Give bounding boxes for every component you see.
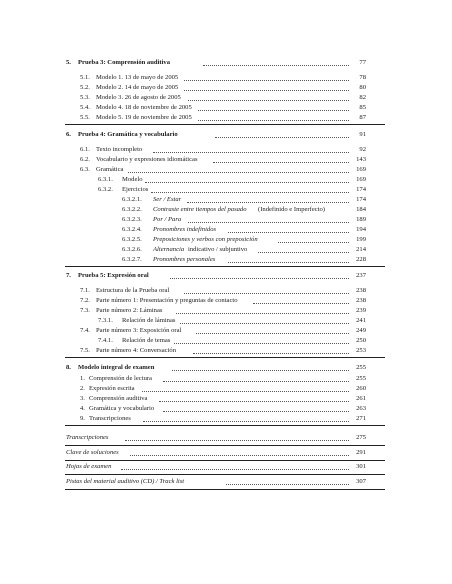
- dot-leader: [172, 370, 349, 371]
- toc-entry-number: 4.: [80, 405, 85, 412]
- toc-entry-number: 6.1.: [80, 146, 90, 153]
- toc-entry-number: 7.4.: [80, 327, 90, 334]
- dot-leader: [253, 303, 349, 304]
- toc-entry-6-3-2[interactable]: [0, 185, 452, 195]
- toc-page-number: 214: [356, 246, 366, 253]
- dot-leader: [213, 162, 349, 163]
- dot-leader: [193, 353, 349, 354]
- dot-leader: [196, 333, 349, 334]
- toc-page-number: 80: [359, 84, 366, 91]
- toc-page-number: 174: [356, 196, 366, 203]
- toc-page-number: 261: [356, 395, 366, 402]
- toc-entry-label: Pronombres personales: [153, 256, 216, 263]
- toc-entry-6-3-2-1[interactable]: [0, 195, 452, 205]
- toc-appendix-label: Transcripciones: [66, 434, 109, 441]
- toc-page-number: 249: [356, 327, 366, 334]
- toc-entry-7-3-1[interactable]: [0, 316, 452, 326]
- toc-entry-label: Transcripciones: [89, 415, 131, 422]
- toc-appendix-pistas[interactable]: [0, 477, 452, 487]
- toc-entry-number: 5.2.: [80, 84, 90, 91]
- dot-leader: [163, 381, 349, 382]
- dot-leader: [278, 242, 349, 243]
- section-divider: [65, 124, 385, 125]
- toc-section-title-8[interactable]: [0, 363, 452, 373]
- dot-leader: [143, 421, 349, 422]
- toc-page-number: 238: [356, 297, 366, 304]
- toc-page-number: 184: [356, 206, 366, 213]
- dot-leader: [128, 172, 349, 173]
- toc-entry-label: Parte número 2: Láminas: [96, 307, 163, 314]
- toc-page-number: 228: [356, 256, 366, 263]
- toc-entry-number: 5.1.: [80, 74, 90, 81]
- toc-entry-number: 6.3.2.2.: [122, 206, 142, 213]
- toc-page-number: 260: [356, 385, 366, 392]
- toc-entry-label: Comprensión de lectura: [89, 375, 152, 382]
- toc-entry-7-4-1[interactable]: [0, 336, 452, 346]
- toc-entry-8-3[interactable]: [0, 394, 452, 404]
- toc-entry-number: 6.3.2.: [98, 186, 113, 193]
- toc-section-number: 6.: [66, 131, 71, 138]
- toc-page-number: 169: [356, 176, 366, 183]
- toc-page-number: 87: [359, 114, 366, 121]
- toc-entry-number: 5.4.: [80, 104, 90, 111]
- toc-entry-label: Ser / Estar: [153, 196, 182, 203]
- toc-entry-number: 3.: [80, 395, 85, 402]
- dot-leader: [151, 192, 349, 193]
- toc-entry-label: Gramática y vocabulario: [89, 405, 155, 412]
- toc-entry-label: Contraste entre tiempos del pasado: [153, 206, 247, 213]
- section-divider: [65, 489, 385, 490]
- dot-leader: [145, 182, 349, 183]
- section-divider: [65, 460, 385, 461]
- toc-entry-number: 6.3.2.5.: [122, 236, 142, 243]
- dot-leader: [228, 232, 349, 233]
- toc-page-number: 250: [356, 337, 366, 344]
- toc-appendix-label: Pistas del material auditivo (CD) / Track list: [66, 478, 185, 485]
- dot-leader: [215, 137, 349, 138]
- toc-entry-7-2[interactable]: [0, 296, 452, 306]
- toc-page-number: 238: [356, 287, 366, 294]
- toc-page-number: 237: [356, 272, 366, 279]
- dot-leader: [170, 278, 349, 279]
- dot-leader: [198, 110, 349, 111]
- toc-section-number: 8.: [66, 364, 71, 371]
- toc-page-number: 253: [356, 347, 366, 354]
- toc-page-number: 255: [356, 375, 366, 382]
- toc-entry-label: Parte número 3: Exposición oral: [96, 327, 182, 334]
- toc-entry-number: 7.4.1.: [98, 337, 113, 344]
- toc-appendix-label: Clave de soluciones: [66, 449, 119, 456]
- toc-entry-number: 6.3.2.4.: [122, 226, 142, 233]
- dot-leader: [198, 120, 349, 121]
- toc-section-label: Prueba 3: Comprensión auditiva: [78, 59, 171, 66]
- toc-entry-label: Modelo 4. 18 de noviembre de 2005: [96, 104, 192, 111]
- toc-appendix-label: Hojas de examen: [66, 463, 112, 470]
- toc-section-title-6[interactable]: [0, 130, 452, 140]
- dot-leader: [228, 262, 349, 263]
- section-divider: [65, 266, 385, 267]
- toc-entry-5-1[interactable]: [0, 73, 452, 83]
- toc-entry-label: Ejercicios: [122, 186, 149, 193]
- toc-entry-number: 7.2.: [80, 297, 90, 304]
- toc-entry-7-4[interactable]: [0, 326, 452, 336]
- dot-leader: [130, 455, 349, 456]
- toc-entry-number: 9.: [80, 415, 85, 422]
- toc-page-number: 78: [359, 74, 366, 81]
- toc-entry-number: 6.3.2.3.: [122, 216, 142, 223]
- dot-leader: [188, 100, 349, 101]
- toc-entry-5-5[interactable]: [0, 113, 452, 123]
- toc-entry-6-3-2-4[interactable]: [0, 225, 452, 235]
- toc-page-number: 275: [356, 434, 366, 441]
- section-divider: [65, 445, 385, 446]
- toc-entry-number: 7.3.: [80, 307, 90, 314]
- toc-entry-label: Modelo: [122, 176, 143, 183]
- toc-page-number: 291: [356, 449, 366, 456]
- toc-page-number: 199: [356, 236, 366, 243]
- toc-entry-label: Modelo 2. 14 de mayo de 2005: [96, 84, 179, 91]
- dot-leader: [125, 440, 349, 441]
- dot-leader: [142, 391, 349, 392]
- toc-entry-label: Gramática: [96, 166, 124, 173]
- toc-entry-label: Comprensión auditiva: [89, 395, 148, 402]
- section-divider: [65, 474, 385, 475]
- toc-entry-7-1[interactable]: [0, 286, 452, 296]
- toc-entry-6-3-2-7[interactable]: [0, 255, 452, 265]
- toc-entry-label: Modelo 1. 13 de mayo de 2005: [96, 74, 179, 81]
- toc-section-title-7[interactable]: [0, 271, 452, 281]
- toc-entry-number: 5.3.: [80, 94, 90, 101]
- toc-page-number: 255: [356, 364, 366, 371]
- toc-entry-5-4[interactable]: [0, 103, 452, 113]
- dot-leader: [153, 152, 349, 153]
- toc-section-title-5[interactable]: [0, 58, 452, 68]
- toc-page-number: 271: [356, 415, 366, 422]
- toc-entry-7-3[interactable]: [0, 306, 452, 316]
- toc-section-label: Modelo integral de examen: [78, 364, 155, 371]
- dot-leader: [176, 313, 349, 314]
- toc-entry-number: 5.5.: [80, 114, 90, 121]
- toc-entry-label: Modelo 5. 19 de noviembre de 2005: [96, 114, 192, 121]
- toc-entry-label: Parte número 4: Conversación: [96, 347, 177, 354]
- toc-entry-number: 7.3.1.: [98, 317, 113, 324]
- toc-entry-6-2[interactable]: [0, 155, 452, 165]
- toc-entry-label: Parte número 1: Presentación y preguntas de contacto: [96, 297, 238, 304]
- toc-entry-label: Vocabulario y expresiones idiomáticas: [96, 156, 198, 163]
- toc-entry-7-5[interactable]: [0, 346, 452, 356]
- toc-entry-label: Pronombres indefinidos: [153, 226, 217, 233]
- toc-entry-label: Alternancia: [153, 246, 185, 253]
- dot-leader: [184, 293, 349, 294]
- toc-entry-6-3-2-2[interactable]: [0, 205, 452, 215]
- toc-page-number: 189: [356, 216, 366, 223]
- toc-entry-8-1[interactable]: [0, 374, 452, 384]
- dot-leader: [121, 469, 349, 470]
- toc-appendix-hojas[interactable]: [0, 462, 452, 472]
- dot-leader: [188, 222, 349, 223]
- dot-leader: [174, 343, 349, 344]
- dot-leader: [184, 90, 349, 91]
- toc-page-number: 91: [359, 131, 366, 138]
- toc-entry-number: 6.2.: [80, 156, 90, 163]
- toc-entry-label: Relación de láminas: [122, 317, 176, 324]
- toc-entry-label: Por / Para: [153, 216, 182, 223]
- toc-entry-number: 7.5.: [80, 347, 90, 354]
- toc-entry-6-3-2-6[interactable]: [0, 245, 452, 255]
- dot-leader: [258, 252, 349, 253]
- toc-entry-number: 6.3.: [80, 166, 90, 173]
- toc-entry-6-3-2-5[interactable]: [0, 235, 452, 245]
- dot-leader: [163, 411, 349, 412]
- toc-entry-6-3-1[interactable]: [0, 175, 452, 185]
- toc-page-number: 194: [356, 226, 366, 233]
- toc-entry-number: 6.3.1.: [98, 176, 113, 183]
- toc-entry-label-tail: indicativo / subjuntivo: [188, 246, 248, 253]
- toc-page-number: 92: [359, 146, 366, 153]
- toc-page-number: 143: [356, 156, 366, 163]
- dot-leader: [159, 401, 349, 402]
- toc-section-label: Prueba 4: Gramática y vocabulario: [78, 131, 178, 138]
- toc-section-number: 7.: [66, 272, 71, 279]
- toc-page-number: 174: [356, 186, 366, 193]
- toc-entry-number: 6.3.2.7.: [122, 256, 142, 263]
- toc-entry-5-2[interactable]: [0, 83, 452, 93]
- toc-page-number: 85: [359, 104, 366, 111]
- toc-entry-5-3[interactable]: [0, 93, 452, 103]
- toc-page-number: 301: [356, 463, 366, 470]
- dot-leader: [226, 484, 349, 485]
- toc-entry-number: 2.: [80, 385, 85, 392]
- toc-entry-8-4[interactable]: [0, 404, 452, 414]
- section-divider: [65, 357, 385, 358]
- toc-page-number: 169: [356, 166, 366, 173]
- toc-entry-number: 6.3.2.1.: [122, 196, 142, 203]
- toc-page-number: 263: [356, 405, 366, 412]
- toc-entry-6-3-2-3[interactable]: [0, 215, 452, 225]
- toc-entry-number: 1.: [80, 375, 85, 382]
- dot-leader: [180, 323, 349, 324]
- toc-entry-number: 6.3.2.6.: [122, 246, 142, 253]
- section-divider: [65, 425, 385, 426]
- toc-entry-8-2[interactable]: [0, 384, 452, 394]
- toc-entry-label-tail: (Indefinido e Imperfecto): [258, 206, 326, 213]
- toc-page-number: 307: [356, 478, 366, 485]
- toc-entry-number: 7.1.: [80, 287, 90, 294]
- toc-page-number: 82: [359, 94, 366, 101]
- toc-entry-label: Modelo 3. 26 de agosto de 2005: [96, 94, 181, 101]
- toc-page-number: 239: [356, 307, 366, 314]
- toc-entry-6-1[interactable]: [0, 145, 452, 155]
- dot-leader: [187, 202, 349, 203]
- toc-appendix-transcripciones[interactable]: [0, 433, 452, 443]
- toc-page-number: 77: [359, 59, 366, 66]
- toc-entry-label: Preposiciones y verbos con preposición: [153, 236, 258, 243]
- toc-entry-label: Estructura de la Prueba oral: [96, 287, 170, 294]
- toc-section-label: Prueba 5: Expresión oral: [78, 272, 149, 279]
- toc-section-number: 5.: [66, 59, 71, 66]
- dot-leader: [184, 80, 349, 81]
- toc-entry-6-3[interactable]: [0, 165, 452, 175]
- toc-entry-label: Expresión escrita: [89, 385, 135, 392]
- toc-entry-8-9[interactable]: [0, 414, 452, 424]
- toc-appendix-clave[interactable]: [0, 448, 452, 458]
- toc-page-number: 241: [356, 317, 366, 324]
- toc-entry-label: Texto incompleto: [96, 146, 143, 153]
- dot-leader: [203, 65, 349, 66]
- toc-entry-label: Relación de temas: [122, 337, 171, 344]
